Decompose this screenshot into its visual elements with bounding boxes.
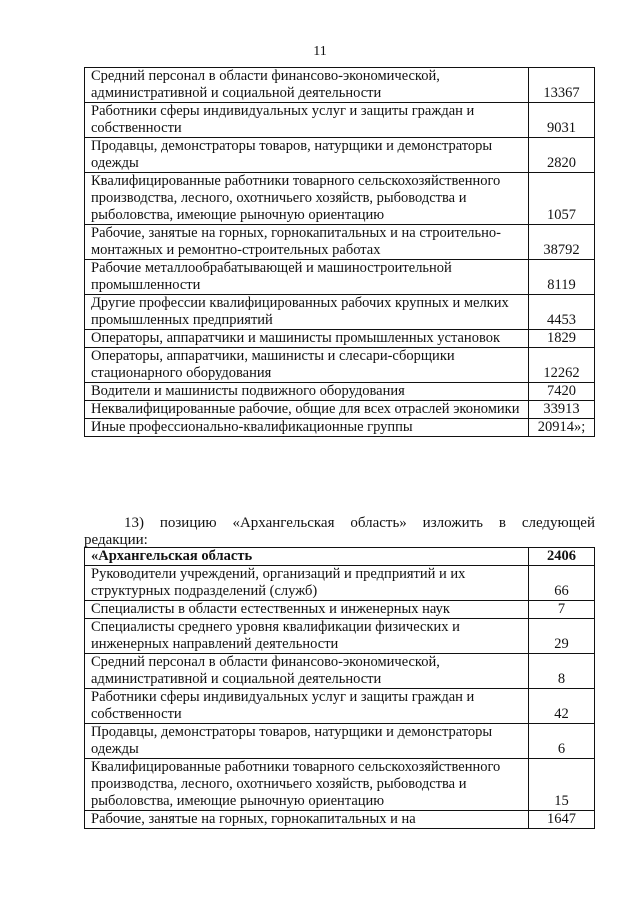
occupation-value: 20914»; [529, 419, 595, 437]
table-row [85, 419, 595, 437]
table-row [85, 383, 595, 401]
occupation-value: 7 [529, 601, 595, 619]
table-row [85, 566, 595, 601]
table-row [85, 173, 595, 225]
occupation-name: Неквалифицированные рабочие, общие для всех отраслей экономики [85, 401, 529, 419]
table-row [85, 295, 595, 330]
region-name: «Архангельская область [85, 548, 529, 566]
occupation-name: Квалифицированные работники товарного сельскохозяйственного производства, лесного, охотничьего хозяйств, рыбоводства и рыболовства, имеющие рыночную ориентацию [85, 173, 529, 225]
amendment-instruction [84, 515, 595, 549]
occupation-name: Иные профессионально-квалификационные группы [85, 419, 529, 437]
table-row [85, 260, 595, 295]
occupation-value: 12262 [529, 348, 595, 383]
occupation-value: 33913 [529, 401, 595, 419]
occupation-value: 8 [529, 654, 595, 689]
page-number: 11 [313, 44, 327, 59]
table-row [85, 138, 595, 173]
occupation-name: Рабочие металлообрабатывающей и машиностроительной промышленности [85, 260, 529, 295]
occupation-name: Водители и машинисты подвижного оборудования [85, 383, 529, 401]
occupation-name: Работники сферы индивидуальных услуг и защиты граждан и собственности [85, 103, 529, 138]
occupation-name: Операторы, аппаратчики и машинисты промышленных установок [85, 330, 529, 348]
table-row [85, 225, 595, 260]
region-total: 2406 [529, 548, 595, 566]
occupation-value: 1057 [529, 173, 595, 225]
occupation-value: 42 [529, 689, 595, 724]
occupation-value: 4453 [529, 295, 595, 330]
table-row [85, 689, 595, 724]
occupation-name: Рабочие, занятые на горных, горнокапитальных и на строительно-монтажных и ремонтно-строительных работах [85, 225, 529, 260]
instruction-line-2: редакции: [84, 532, 148, 548]
occupation-value: 1647 [529, 811, 595, 829]
occupation-value: 2820 [529, 138, 595, 173]
occupation-name: Средний персонал в области финансово-экономической, административной и социальной деятельности [85, 68, 529, 103]
table-row [85, 348, 595, 383]
table-row [85, 654, 595, 689]
instruction-line-1: 13) позицию «Архангельская область» изложить в следующей [124, 515, 595, 531]
occupation-value: 6 [529, 724, 595, 759]
occupation-value: 38792 [529, 225, 595, 260]
table-row [85, 724, 595, 759]
occupation-value: 7420 [529, 383, 595, 401]
occupation-name: Специалисты в области естественных и инженерных наук [85, 601, 529, 619]
occupation-name: Специалисты среднего уровня квалификации физических и инженерных направлений деятельности [85, 619, 529, 654]
occupation-value: 15 [529, 759, 595, 811]
occupation-name: Работники сферы индивидуальных услуг и защиты граждан и собственности [85, 689, 529, 724]
table-row [85, 401, 595, 419]
occupation-value: 29 [529, 619, 595, 654]
occupation-value: 9031 [529, 103, 595, 138]
table-row [85, 68, 595, 103]
occupation-value: 13367 [529, 68, 595, 103]
occupation-name: Другие профессии квалифицированных рабочих крупных и мелких промышленных предприятий [85, 295, 529, 330]
table-row [85, 619, 595, 654]
occupation-table-1 [84, 67, 595, 437]
occupation-name: Продавцы, демонстраторы товаров, натурщики и демонстраторы одежды [85, 138, 529, 173]
occupation-value: 66 [529, 566, 595, 601]
table-row [85, 103, 595, 138]
occupation-value: 1829 [529, 330, 595, 348]
table-row [85, 601, 595, 619]
occupation-name: Квалифицированные работники товарного сельскохозяйственного производства, лесного, охотничьего хозяйств, рыбоводства и рыболовства, имеющие рыночную ориентацию [85, 759, 529, 811]
occupation-value: 8119 [529, 260, 595, 295]
occupation-name: Средний персонал в области финансово-экономической, административной и социальной деятельности [85, 654, 529, 689]
occupation-name: Руководители учреждений, организаций и предприятий и их структурных подразделений (служб) [85, 566, 529, 601]
occupation-table-arkhangelsk [84, 547, 595, 829]
table-row [85, 759, 595, 811]
table-header-row [85, 548, 595, 566]
occupation-name: Продавцы, демонстраторы товаров, натурщики и демонстраторы одежды [85, 724, 529, 759]
occupation-name: Рабочие, занятые на горных, горнокапитальных и на [85, 811, 529, 829]
table-row [85, 330, 595, 348]
occupation-name: Операторы, аппаратчики, машинисты и слесари-сборщики стационарного оборудования [85, 348, 529, 383]
table-row [85, 811, 595, 829]
